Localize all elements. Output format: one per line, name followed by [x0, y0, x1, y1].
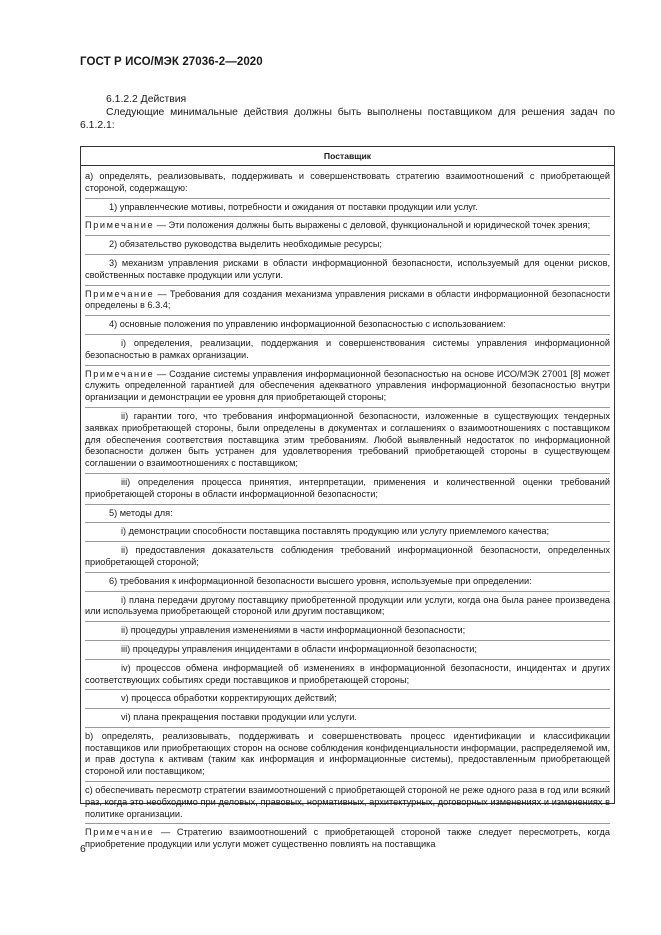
table-row: [85, 217, 610, 236]
table-row: [85, 824, 610, 854]
row-text: 1) управленческие мотивы, потребности и ожидания от поставки продукции или услуг.: [109, 201, 478, 212]
row-text: i) определения, реализации, поддержания и совершенствования системы управления информационной безопасностью в рамках организации.: [85, 337, 610, 360]
row-text: ii) гарантии того, что требования информационной безопасности, изложенные в существующих тендерных заявках приобретающей стороны, были определены в документах и соглашениях о взаимоотношениях с поставщиком для обеспечения соответствия поставщика этим требованиям. Любой выявленный недостаток по информационной безопасности должен быть устранен для удовлетворения требований приобретающей стороны в существующем соглашении о взаимоотношениях с поставщиком;: [85, 410, 610, 469]
row-text: 6) требования к информационной безопасности высшего уровня, используемые при определении:: [109, 575, 532, 586]
row-text: c) обеспечивать пересмотр стратегии взаимоотношений с приобретающей стороной не реже одного раза в год или всякий раз, когда это необходимо при деловых, правовых, нормативных, архитектурных, договорных изменениях и изменениях в политике организации.: [85, 785, 610, 819]
row-text: 3) механизм управления рисками в области информационной безопасности, используемый для оценки рисков, свойственных поставке продукции или услуги.: [85, 257, 610, 280]
requirements-table: [80, 146, 615, 850]
table-row: [85, 505, 610, 524]
table-row: [85, 316, 610, 335]
table-row: [85, 335, 610, 366]
table-row: [85, 592, 610, 623]
table-row: [85, 728, 610, 782]
note-label: Примечание: [85, 368, 155, 379]
row-text: i) демонстрации способности поставщика поставлять продукцию или услугу приемлемого качества;: [121, 526, 550, 537]
note-label: Примечание: [85, 288, 155, 299]
table-row: [85, 573, 610, 592]
row-text: — Создание системы управления информационной безопасностью на основе ИСО/МЭК 27001 [8] может служить определенной гарантией для обеспечения адекватного управления информационной безопасностью внутри организации и демонстрации ее уровня для приобретающей стороны;: [85, 368, 610, 403]
table-row: [85, 641, 610, 660]
table-row: [85, 523, 610, 542]
table-row: [85, 709, 610, 728]
section-heading: 6.1.2.2 Действия: [106, 94, 187, 105]
row-text: ii) процедуры управления изменениями в части информационной безопасности;: [121, 625, 466, 636]
table-header: Поставщик: [81, 147, 614, 166]
row-text: v) процесса обработки корректирующих действий;: [121, 693, 337, 704]
table-row: [85, 168, 610, 199]
table-row: [85, 474, 610, 505]
row-text: — Требования для создания механизма управления рисками в области информационной безопасности определены в 6.3.4;: [85, 288, 610, 311]
row-text: ii) предоставления доказательств соблюдения требований информационной безопасности, определенных приобретающей стороной;: [85, 545, 610, 567]
row-text: b) определять, реализовывать, поддерживать и совершенствовать процесс идентификации и классификации поставщиков или приобретающих сторон на основе соблюдения конфиденциальности информации, распределяемой им, и прав доступа к активам (таким как информация и информационные системы), предоставленным приобретающей стороной или поставщиком;: [85, 730, 610, 777]
intro-paragraph: Следующие минимальные действия должны быть выполнены поставщиком для решения задач по 6.1.2.1:: [80, 107, 615, 131]
note-label: Примечание: [85, 220, 155, 231]
table-row: [85, 236, 610, 255]
row-text: iv) процессов обмена информацией об изменениях в информационной безопасности, инцидентах и других соответствующих событиях среди поставщиков и приобретающей стороны;: [85, 662, 610, 685]
row-text: iii) определения процесса принятия, интерпретации, применения и количественной оценки требований приобретающей стороны в области информационной безопасности;: [85, 476, 610, 499]
table-row: [85, 690, 610, 709]
table-row: [85, 782, 610, 824]
intro-section: [80, 93, 615, 132]
row-text: 4) основные положения по управлению информационной безопасностью с использованием:: [109, 319, 506, 330]
table-row: [85, 199, 610, 218]
page-number: 6: [80, 844, 86, 855]
row-text: а) определять, реализовывать, поддерживать и совершенствовать стратегию взаимоотношений с приобретающей стороной, содержащую:: [85, 171, 610, 193]
table-row: [85, 366, 610, 408]
table-row: [85, 542, 610, 573]
row-text: — Стратегию взаимоотношений с приобретающей стороной также следует пересмотреть, когда приобретение продукции или услуги может существенно повлиять на поставщика: [85, 827, 610, 850]
table-row: [85, 286, 610, 317]
table-row: [85, 622, 610, 641]
table-row: [85, 660, 610, 691]
row-text: i) плана передачи другому поставщику приобретенной продукции или услуги, когда она была ранее произведена или используема приобретающей стороной или другим поставщиком;: [85, 594, 610, 617]
note-label: Примечание: [85, 827, 155, 838]
table-row: [85, 408, 610, 474]
table-body: [81, 166, 614, 854]
row-text: 5) методы для:: [109, 507, 173, 518]
document-header: ГОСТ Р ИСО/МЭК 27036-2—2020: [80, 56, 263, 68]
row-text: iii) процедуры управления инцидентами в области информационной безопасности;: [121, 643, 477, 654]
row-text: — Эти положения должны быть выражены с деловой, функциональной и юридической точек зрения;: [154, 220, 591, 231]
row-text: 2) обязательство руководства выделить необходимые ресурсы;: [109, 239, 382, 250]
row-text: vi) плана прекращения поставки продукции или услуги.: [121, 712, 357, 723]
table-row: [85, 255, 610, 286]
